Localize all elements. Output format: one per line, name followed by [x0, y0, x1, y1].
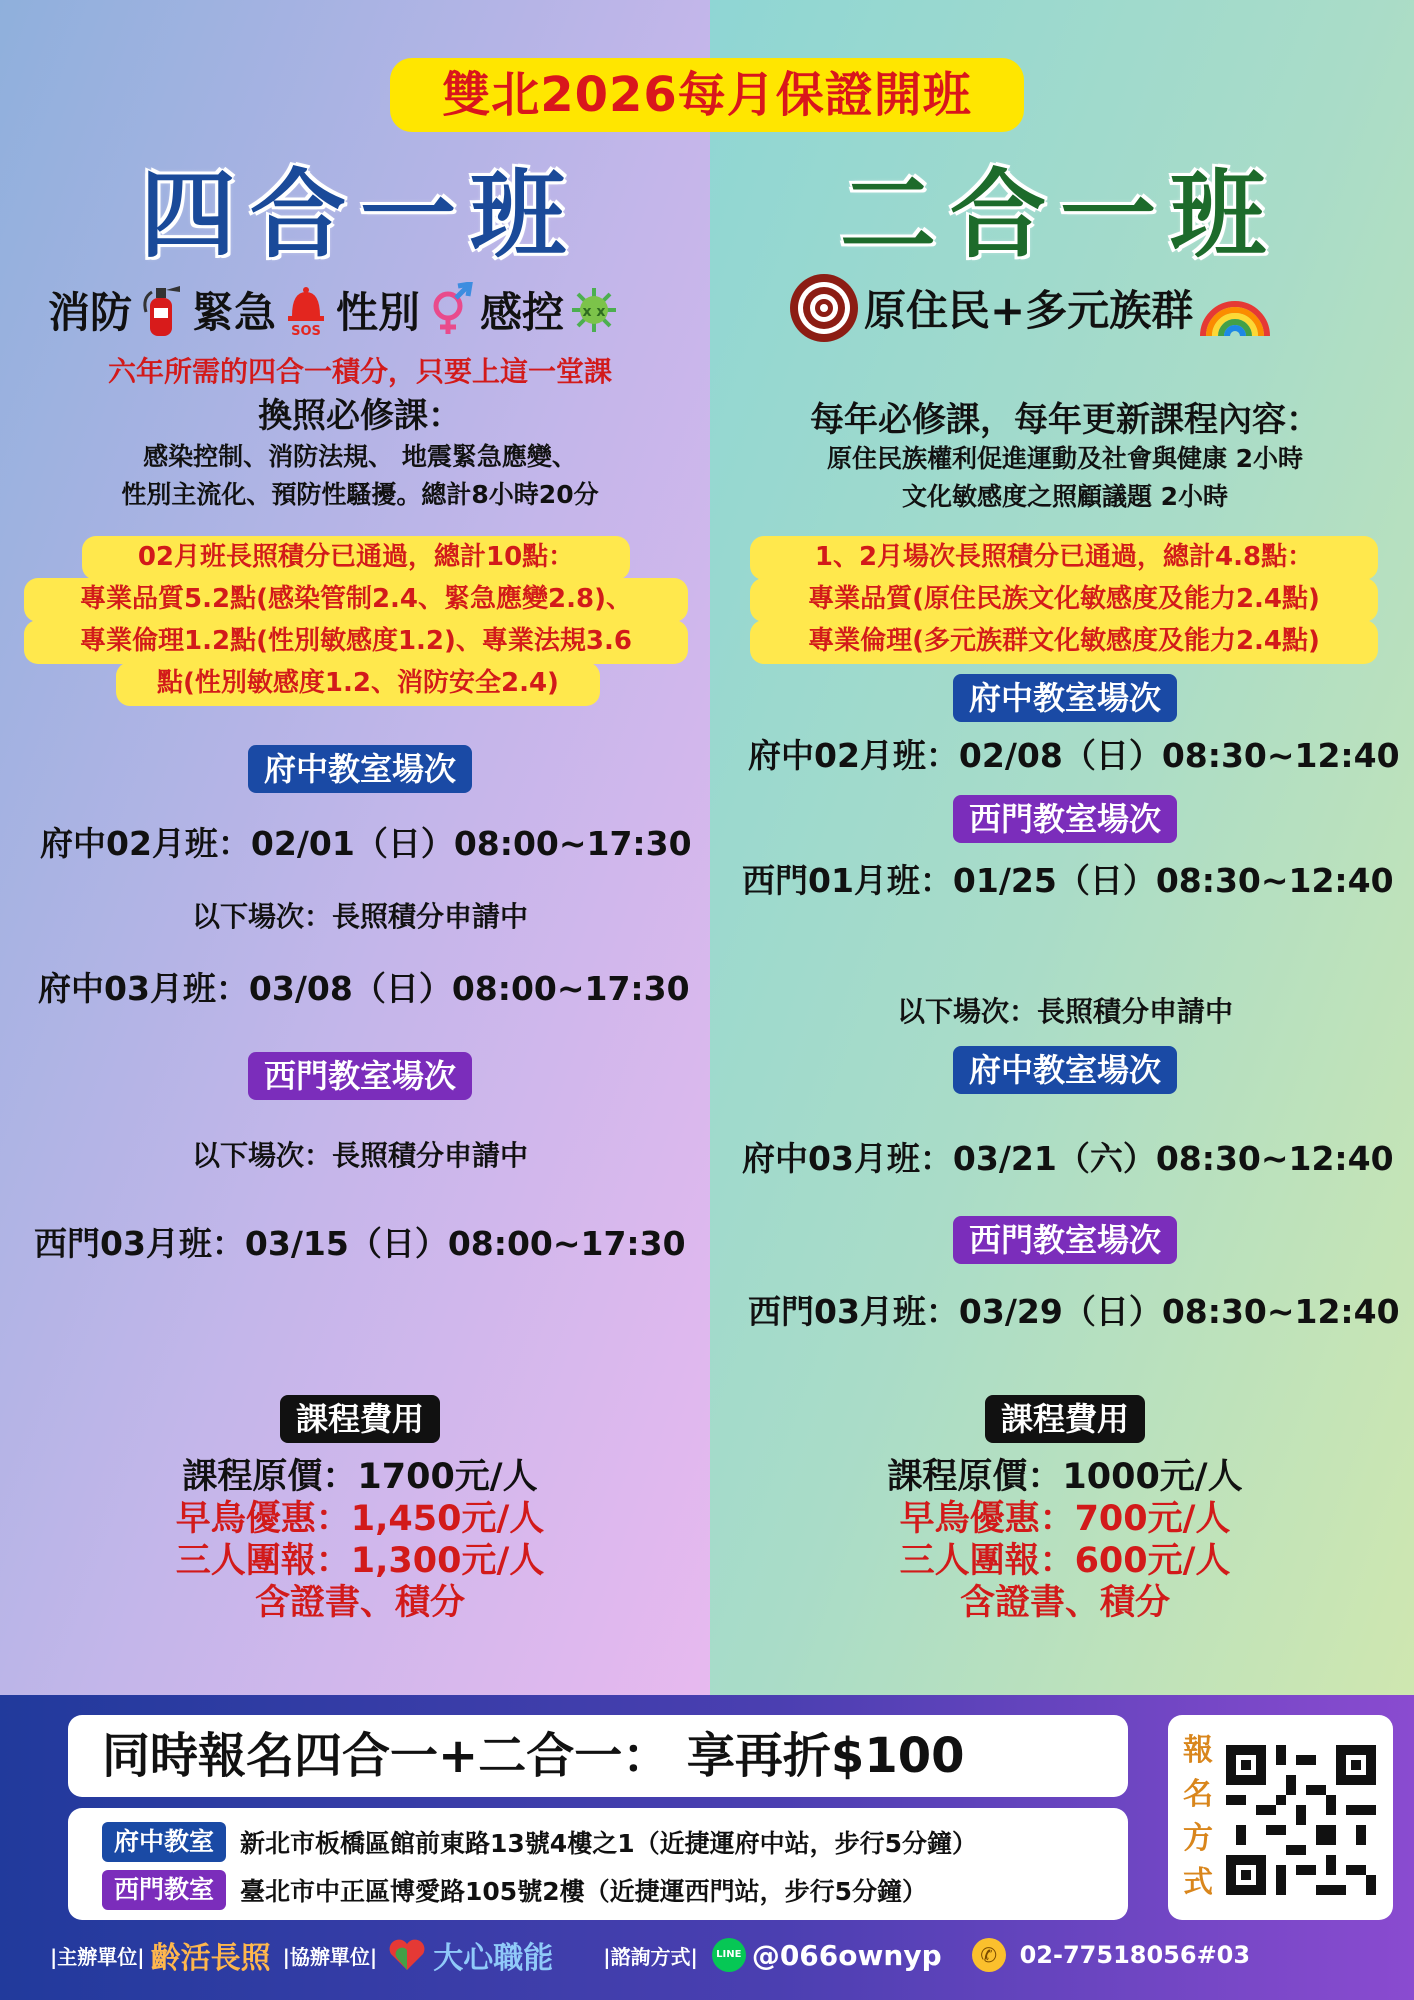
right-credit-line-3: 專業倫理(多元族群文化敏感度及能力2.4點)	[750, 620, 1378, 664]
sos-label: SOS	[291, 324, 321, 338]
gender-icon	[424, 282, 476, 338]
fuzhong-address: 新北市板橋區館前東路13號4樓之1（近捷運府中站，步行5分鐘）	[240, 1829, 977, 1858]
right-fuzhong-label: 府中教室場次	[953, 674, 1177, 722]
register-box	[1168, 1715, 1393, 1920]
left-credit-line-1: 02月班長照積分已通過，總計10點：	[82, 536, 630, 580]
right-ximen-label: 西門教室場次	[953, 795, 1177, 843]
fuzhong-tag: 府中教室	[102, 1822, 226, 1862]
right-topic-label: 原住民+多元族群	[864, 286, 1194, 335]
left-credit-line-3: 專業倫理1.2點(性別敏感度1.2)、專業法規3.6	[24, 620, 688, 664]
left-topics	[48, 280, 688, 340]
heart-logo-icon	[387, 1938, 427, 1972]
phone-number[interactable]: 02-77518056#03	[1019, 1941, 1251, 1969]
phone-icon[interactable]: ✆	[972, 1938, 1006, 1972]
left-course-line-2: 性別主流化、預防性騷擾。總計8小時20分	[121, 480, 599, 509]
contact-label: |諮詢方式|	[603, 1944, 698, 1969]
left-required-heading: 換照必修課：	[258, 396, 462, 436]
fire-extinguisher-icon	[136, 282, 188, 338]
right-ximen-jan-session: 西門01月班：01/25（日）08:30~12:40	[742, 861, 1394, 900]
right-credit-line-1: 1、2月場次長照積分已通過，總計4.8點：	[750, 536, 1378, 580]
right-pending-note: 以下場次：長照積分申請中	[896, 995, 1233, 1028]
right-fee-original: 課程原價：1000元/人	[887, 1457, 1243, 1497]
left-ximen-pending-note: 以下場次：長照積分申請中	[191, 1139, 528, 1172]
topic-fire: 消防	[48, 288, 133, 337]
left-fuzhong-mar-session: 府中03月班：03/08（日）08:00~17:30	[38, 969, 690, 1008]
right-fee-group: 三人團報：600元/人	[899, 1541, 1231, 1581]
left-credit-line-2: 專業品質5.2點(感染管制2.4、緊急應變2.8)、	[24, 578, 688, 622]
left-red-subtitle: 六年所需的四合一積分，只要上這一堂課	[107, 355, 612, 388]
right-class-title: 二合一班	[840, 159, 1280, 271]
right-credit-line-2: 專業品質(原住民族文化敏感度及能力2.4點)	[750, 578, 1378, 622]
combo-promo: 同時報名四合一+二合一： 享再折$100	[68, 1715, 1128, 1797]
left-fuzhong-feb-session: 府中02月班：02/01（日）08:00~17:30	[40, 824, 692, 863]
left-fee-include: 含證書、積分	[254, 1583, 465, 1623]
line-id[interactable]: @066ownyp	[751, 1938, 942, 1972]
address-box	[68, 1808, 1128, 1920]
left-fee-label: 課程費用	[280, 1395, 440, 1443]
svg-text:x x: x x	[582, 304, 606, 320]
organizer-name: 齡活長照	[150, 1941, 271, 1976]
left-ximen-label: 西門教室場次	[248, 1052, 472, 1100]
topic-emergency: 緊急	[192, 288, 277, 337]
footer	[50, 1935, 1390, 1975]
left-course-line-1: 感染控制、消防法規、 地震緊急應變、	[143, 442, 577, 471]
co-organizer-name: 大心職能	[433, 1941, 554, 1976]
ximen-address: 臺北市中正區博愛路105號2樓（近捷運西門站，步行5分鐘）	[240, 1877, 927, 1906]
alarm-bell-icon	[280, 282, 332, 338]
page-banner: 雙北2026每月保證開班	[390, 58, 1024, 132]
qr-code-icon[interactable]	[1226, 1745, 1376, 1895]
right-fee-label: 課程費用	[985, 1395, 1145, 1443]
right-fee-early: 早鳥優惠：700元/人	[899, 1499, 1231, 1539]
left-ximen-mar-session: 西門03月班：03/15（日）08:00~17:30	[34, 1224, 686, 1263]
co-organizer-label: |協辦單位|	[282, 1944, 378, 1969]
virus-icon	[568, 282, 620, 338]
right-ximen-mar-session: 西門03月班：03/29（日）08:30~12:40	[748, 1292, 1400, 1331]
right-fee-include: 含證書、積分	[959, 1583, 1170, 1623]
left-pending-note: 以下場次：長照積分申請中	[191, 900, 528, 933]
right-topics	[788, 272, 1388, 344]
left-fee-original: 課程原價：1700元/人	[182, 1457, 538, 1497]
left-fuzhong-label: 府中教室場次	[248, 745, 472, 793]
right-course-line-1: 原住民族權利促進運動及社會與健康 2小時	[826, 444, 1304, 473]
left-class-title: 四合一班	[140, 159, 580, 271]
left-credit-line-4: 點(性別敏感度1.2、消防安全2.4)	[116, 662, 600, 706]
topic-gender: 性別	[336, 288, 421, 337]
right-fuzhong-feb-session: 府中02月班：02/08（日）08:30~12:40	[748, 736, 1400, 775]
aboriginal-pattern-icon	[788, 272, 860, 344]
right-ximen-label-2: 西門教室場次	[953, 1216, 1177, 1264]
right-required-heading: 每年必修課，每年更新課程內容：	[810, 400, 1320, 440]
line-icon[interactable]: LINE	[712, 1938, 746, 1972]
left-fee-early: 早鳥優惠：1,450元/人	[175, 1499, 545, 1539]
left-fee-group: 三人團報：1,300元/人	[175, 1541, 545, 1581]
rainbow-icon	[1197, 278, 1273, 338]
right-fuzhong-label-2: 府中教室場次	[953, 1046, 1177, 1094]
ximen-tag: 西門教室	[102, 1870, 226, 1910]
ximen-address-row	[102, 1870, 927, 1910]
organizer-label: |主辦單位|	[50, 1944, 145, 1969]
topic-infection: 感控	[480, 288, 565, 337]
register-label: 報名方式	[1183, 1733, 1213, 1900]
right-course-line-2: 文化敏感度之照顧議題 2小時	[901, 482, 1229, 511]
fuzhong-address-row	[102, 1822, 977, 1862]
right-fuzhong-mar-session: 府中03月班：03/21（六）08:30~12:40	[742, 1139, 1394, 1178]
